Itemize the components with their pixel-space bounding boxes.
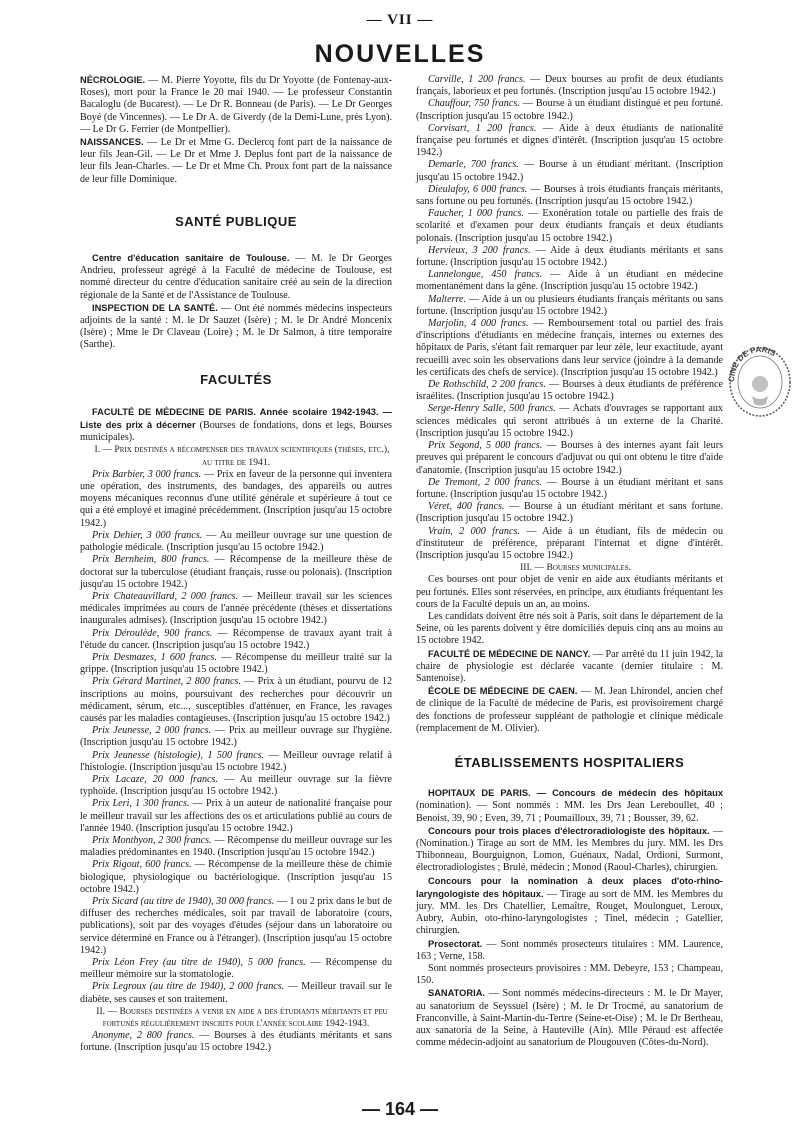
bourse-entry [416, 294, 723, 318]
bourse-entry-text: — Aide à un étudiant en médecine momentanément dans la gêne. (Inscription jusqu'au 15 octobre 1942.) [416, 269, 723, 293]
prize-entry-text: — Récompense de travaux ayant trait à l'étude du cancer. (Inscription jusqu'au 15 octobre 1942.) [80, 627, 392, 651]
bourse-entry-text: — Bourse à un étudiant méritant et sans fortune. (Inscription jusqu'au 15 octobre 1942.) [416, 501, 723, 525]
bourse-entry [416, 98, 723, 122]
municipales-paragraph-1: Ces bourses ont pour objet de venir en aide aux étudiants méritants et peu fortunés. Elles sont réservées, en principe, aux étudiants fréquentant les cours de la Faculté depuis un an, au moins. [416, 574, 723, 610]
right-column [416, 74, 723, 1049]
section-title-facultes: FACULTÉS [200, 371, 272, 387]
prize-entry-text: — Au meilleur ouvrage sur la fièvre typhoïde. (Inscription jusqu'au 15 octobre 1942.) [80, 773, 392, 798]
bourse-entry-name: Malterre. [428, 293, 467, 305]
prize-entry-text: — Prix au meilleur ouvrage sur l'hygiène. (Inscription jusqu'au 15 octobre 1942.) [80, 725, 393, 749]
prize-entry-text: — Récompense du meilleur traité sur la grippe. (Inscription jusqu'au 15 octobre 1942.) [80, 651, 392, 676]
bourse-entry [416, 74, 723, 98]
bourse-entry-name: Demarle, 700 francs. [428, 159, 519, 171]
footer-page-number: — 164 — [361, 1099, 439, 1119]
prize-entry-text: — Prix à un étudiant, pourvu de 12 inscriptions au moins, poursuivant des recherches pour découvrir un médicament, sérum, etc..., susceptibles d'atténuer, en France, les ravages causés par les maladies contagieuses. (Inscription jusqu'au 15 octobre 1942.) [80, 676, 392, 724]
naissances-label: NAISSANCES. [80, 137, 144, 148]
section-title-sante: SANTÉ PUBLIQUE [175, 213, 297, 229]
bourse-entry [416, 269, 723, 293]
centre-text: — M. le Dr Georges Andrieu, professeur agrégé à la Faculté de médecine de Toulouse, est nommé directeur du centre d'éducation sanitaire créé au sein de la direction régionale de la Santé et de l'Assistance de Toulouse. [80, 253, 392, 301]
bourse-entry-text: — Deux bourses au profit de deux étudiants français, laborieux et peu fortunés. (Inscription jusqu'au 15 octobre 1942.) [416, 74, 724, 98]
prize-entry-name: Prix Gérard Martinet, 2 800 francs. [92, 676, 241, 688]
prize-entry-name: Prix Déroulède, 900 francs. [92, 627, 213, 639]
nancy-paragraph [416, 648, 723, 686]
nancy-text: — Par arrêté du 11 juin 1942, la chaire de physiologie est déclarée vacante (dernier titulaire : M. Santenoise). [416, 648, 723, 684]
faculte-paris-label: FACULTÉ DE MÉDECINE DE PARIS. Année scolaire 1942-1943. [92, 406, 379, 417]
prize-entry-name: Prix Jeunesse, 2 000 francs. [92, 725, 212, 737]
bourse-entry-text: — Bourse à un étudiant méritant et sans fortune. (Inscription jusqu'au 15 octobre 1942.) [416, 476, 723, 500]
prosectorat-label: Prosectorat. [428, 938, 483, 949]
bourse-entry-text: — Bourse à un étudiant distingué et peu fortuné. (Inscription jusqu'au 15 octobre 1942.) [416, 98, 724, 122]
caen-paragraph [416, 685, 723, 735]
inspection-paragraph [80, 302, 392, 352]
prize-entry [80, 725, 392, 749]
prize-entry-name: Prix Desmazes, 1 600 francs. [92, 651, 217, 663]
prize-entry [80, 676, 392, 725]
electro-paragraph [416, 825, 723, 875]
prize-entry-name: Prix Legroux (au titre de 1940), 2 000 francs. [92, 981, 285, 993]
bourse-entry [416, 208, 723, 245]
liste-text: (Bourses de fondations, dons et legs, Bourses municipales). [80, 420, 392, 444]
bourse-entry-text: — Achats d'ouvrages se rapportant aux sciences médicales qui seront attribués à un externe de la Charité. (Inscription jusqu'au 15 octobre 1942.) [416, 403, 723, 439]
bourse-entry [416, 245, 723, 269]
hopitaux-label: HOPITAUX DE PARIS. [428, 788, 531, 799]
prizes-list [80, 469, 392, 1006]
prize-entry [80, 957, 392, 981]
hopitaux-text: (nomination). — Sont nommés : MM. les Drs Jean Lereboullet, 40 ; Benoist, 39, 90 ; Even, 39, 71 ; Poumailloux, 39, 71 ; Bousser, 39, 62. [416, 800, 723, 824]
prize-entry-name: Prix Leri, 1 300 francs. [92, 798, 190, 810]
bourse-entry [416, 526, 723, 563]
prize-entry [80, 652, 392, 676]
bourse-entry [416, 123, 723, 160]
bourse-entry [416, 403, 723, 440]
prize-entry-text: — 1 ou 2 prix dans le but de diffuser des recherches médicales, soit par travail de laboratoire (cours, publications), soit par des voyages d'études (séjour dans un laboratoire ou service déterminé en France ou à l'étranger). (Inscription jusqu'au 15 octobre 1942.) [80, 895, 392, 956]
faculte-paris-paragraph [80, 406, 392, 445]
sanatoria-text: — Sont nommés médecins-directeurs : M. le Dr Mayer, au sanatorium de Seyssuel (Isère) ; M. le Dr Trocmé, au sanatorium de Franconville, à Saint-Martin-du-Tertre (Seine-et-Oise) ; M. le Dr Bertheau, aux sanatoria de la Seine, à Hauteville (Ain). Mlle Péraud est affectée comme médecin-adjoint au sanatorium de Plougouven (Côtes-du-Nord). [416, 988, 723, 1049]
oto-label: Concours pour la nomination à deux places d'oto-rhino-laryngologiste des hôpitaux. [416, 875, 723, 899]
bourse-entry [416, 440, 723, 477]
prize-entry-text: — Récompense du meilleur mémoire sur la stomatologie. [80, 957, 392, 981]
prize-entry [80, 981, 392, 1005]
prize-entry-name: Prix Chateauvillard, 2 000 francs. [92, 590, 239, 602]
naissances-paragraph [80, 136, 392, 186]
prize-entry-name: Prix Lacaze, 20 000 francs. [92, 773, 218, 785]
prize-entry [80, 750, 392, 774]
prize-entry-name: Prix Sicard (au titre de 1940), 30 000 francs. [92, 895, 275, 907]
prize-entry-text: — Meilleur travail sur le diabète, ses causes et son traitement. [80, 981, 392, 1005]
bourse-entry [416, 501, 723, 525]
bourse-entry [416, 477, 723, 501]
prize-entry [80, 591, 392, 628]
prize-entry-text: — Récompense de la meilleure thèse de chimie biologique, physiologique ou bactériologique. (Inscription jusqu'au 15 octobre 1942.) [80, 859, 392, 895]
prize-entry [80, 859, 392, 896]
bourse-entry-text: — Bourses à deux étudiants de préférence israélites. (Inscription jusqu'au 15 octobre 1942.) [416, 379, 723, 403]
prize-entry [80, 530, 392, 554]
page-number: — VII — [366, 12, 434, 28]
naissances-text: — Le Dr et Mme G. Declercq font part de la naissance de leur fils Jean-Gil. — Le Dr et Mme J. Deplus font part de la naissance de leur fils Jean-Charles. — Le Dr et Mme Ch. Proux font part de la naissance de leur fille Dominique. [80, 137, 392, 185]
bourse-entry-name: Dieulafoy, 6 000 francs. [428, 183, 528, 195]
prosectorat-paragraph [416, 938, 723, 963]
prize-entry-text: — Au meilleur ouvrage sur une question de pathologie médicale. (Inscription jusqu'au 15 octobre 1942.) [80, 529, 393, 554]
bourse-entry-name: De Rothschild, 2 200 francs. [428, 379, 546, 391]
prize-entry-name: Prix Léon Frey (au titre de 1940), 5 000 francs. [92, 957, 306, 968]
section-two-heading: II. — Bourses destinées a venir en aide a des étudiants méritants et peu fortunés régulièrement inscrits pour l'année scolaire 1942-1943. [96, 1005, 388, 1030]
caen-label: ÉCOLE DE MÉDECINE DE CAEN. [428, 686, 578, 697]
sanatoria-label: SANATORIA. [428, 988, 485, 999]
prize-entry-text: — Prix à un auteur de nationalité française pour le meilleur travail sur les affections des os et articulations publié au cours de l'année 1940. (Inscription jusqu'au 15 octobre 1942.) [80, 798, 392, 834]
bourse-entry-name: Serge-Henry Salle, 500 francs. [428, 403, 556, 415]
bourse-entry [416, 318, 723, 379]
svg-text:CINE DE PARIS [727, 345, 778, 382]
necrologie-paragraph [80, 74, 392, 136]
oto-text: — Tirage au sort de MM. les Membres du jury. MM. les Drs Chatellier, Lemaître, Rouget, Moulonguet, Leroux, Aubry, Aubin, oto-rhino-laryngologistes ; Tinel, médecin ; Gatellier, chirurgien. [416, 888, 723, 937]
library-stamp [722, 340, 796, 420]
bourse-entry-name: Carville, 1 200 francs. [428, 74, 526, 85]
anonyme-text: — Bourses à des étudiants méritants et sans fortune. (Inscription jusqu'au 15 octobre 1942.) [80, 1030, 392, 1054]
prize-entry [80, 835, 392, 859]
prize-entry-name: Prix Bernheim, 800 francs. [92, 554, 210, 566]
bourse-entry-text: — Exonération totale ou partielle des frais de scolarité et d'examen pour deux étudiants français et deux étudiants polonais. (Inscription jusqu'au 15 octobre 1942.) [416, 208, 723, 244]
prize-entry-text: — Meilleur ouvrage relatif à l'histologie. (Inscription jusqu'au 15 octobre 1942.) [80, 749, 392, 773]
bourse-entry-name: De Tremont, 2 000 francs. [428, 476, 542, 488]
municipales-paragraph-2: Les candidats doivent être nés soit à Paris, soit dans le département de la Seine, où les parents doivent y être domiciliés depuis cinq ans au moins au 15 octobre 1942. [416, 610, 723, 647]
bourse-entry-text: — Bourses à trois étudiants français méritants, sans fortune ou peu fortunés. (Inscription jusqu'au 15 octobre 1942.) [416, 183, 723, 208]
bourse-entry-name: Véret, 400 francs. [428, 501, 505, 513]
bourse-entry-name: Chauffour, 750 francs. [428, 98, 520, 110]
page-headline: NOUVELLES [314, 40, 486, 68]
stamp-text: CINE DE PARIS [726, 344, 778, 383]
anonyme-paragraph [80, 1030, 392, 1054]
nancy-label: FACULTÉ DE MÉDECINE DE NANCY. [428, 648, 591, 659]
hopitaux-sub: — Concours de médecin des hôpitaux [530, 788, 723, 799]
left-column [80, 74, 392, 1055]
hopitaux-paragraph [416, 787, 723, 825]
bourse-entry-name: Hervieux, 3 200 francs. [428, 244, 531, 256]
prize-entry [80, 628, 392, 652]
bourse-entry [416, 159, 723, 183]
bourse-entry-text: — Aide à un étudiant, fils de médecin ou d'instituteur de préférence, préparant l'internat et digne d'intérêt. (Inscription jusqu'au 15 octobre 1942.) [416, 525, 723, 561]
prize-entry [80, 774, 392, 798]
prize-entry [80, 554, 392, 591]
bourse-entry-name: Vrain, 2 000 francs. [428, 525, 520, 537]
prosectorat-text: — Sont nommés prosecteurs titulaires : MM. Laurence, 163 ; Verne, 158. [416, 938, 723, 962]
inspection-label: INSPECTION DE LA SANTÉ. [92, 302, 218, 313]
electro-label: Concours pour trois places d'électroradiologiste des hôpitaux. [428, 825, 710, 836]
bourse-entry [416, 184, 723, 208]
prize-entry-text: — Meilleur travail sur les sciences médicales imprimées au cours de l'année précédente (thèses et dissertations inaugurales admises). (Inscription jusqu'au 15 octobre 1942.) [80, 590, 392, 627]
prize-entry-name: Prix Monthyon, 2 300 francs. [92, 834, 212, 846]
centre-label: Centre d'éducation sanitaire de Toulouse. [92, 253, 290, 264]
prize-entry [80, 798, 392, 835]
bourse-entry-text: — Aide à un ou plusieurs étudiants français méritants ou sans fortune. (Inscription jusqu'au 15 octobre 1942.) [416, 293, 723, 317]
bourse-entry-name: Faucher, 1 000 francs. [428, 208, 524, 220]
section-three-heading: III. — Bourses municipales. [520, 562, 631, 574]
section-one-heading: I. — Prix destinés a récompenser des travaux scientifiques (thèses, etc.), au titre de 1941. [94, 444, 390, 468]
bourse-entry-text: — Remboursement total ou partiel des frais d'inscriptions d'étudiants en médecine français, internes ou externes des hôpitaux de Paris, s'étant fait remarquer par leur zèle, leur exactitude, ayant recueilli avec soin les observations dans leur service (joindre à la demande les certificats des chefs de service). (Inscription jusqu'au 15 octobre 1942.) [416, 318, 723, 378]
caen-text: — M. Jean Lhirondel, ancien chef de clinique de la Faculté de médecine de Paris, est provisoirement chargé des fonctions de professeur suppléant de pathologie et clinique médicale (remplacement de M. Olivier). [416, 686, 724, 734]
prize-entry-name: Prix Dehier, 3 000 francs. [92, 529, 203, 541]
prize-entry-name: Prix Rigout, 600 francs. [92, 859, 192, 871]
bourse-entry-text: — Bourse à un étudiant méritant. (Inscription jusqu'au 15 octobre 1942.) [416, 159, 723, 183]
bourse-entry-text: — Aide à deux étudiants méritants et sans fortune. (Inscription jusqu'au 15 octobre 1942.) [416, 244, 723, 269]
oto-paragraph [416, 875, 723, 938]
prize-entry-text: — Récompense du meilleur ouvrage sur les maladies prédominantes en 1940. (Inscription jusqu'au 15 octobre 1942.) [80, 834, 392, 859]
prize-entry-name: Prix Jeunesse (histologie), 1 500 francs. [92, 749, 265, 761]
bourse-entry [416, 379, 723, 403]
liste-label: — Liste des prix à décerner [80, 406, 392, 431]
prize-entry-name: Prix Barbier, 3 000 francs. [92, 468, 202, 480]
prosecteurs-provisoires: Sont nommés prosecteurs provisoires : MM. Debeyre, 153 ; Champeau, 150. [416, 963, 723, 987]
centre-paragraph [80, 252, 392, 302]
inspection-text: — Ont été nommés médecins inspecteurs adjoints de la santé : M. le Dr Sauzet (Isère) ; M. le Dr André Moncenix (Isère) ; Mme le Dr Claveau (Loire) ; M. le Dr Salmon, à titre temporaire (Sarthe). [80, 302, 392, 351]
prize-entry [80, 896, 392, 957]
bourse-entry-text: — Aide à deux étudiants de nationalité française peu fortunés et dignes d'intérêt. (Inscription jusqu'au 15 octobre 1942.) [416, 122, 723, 159]
bourse-entry-name: Corvisart, 1 200 francs. [428, 122, 537, 134]
necrologie-label: NÉCROLOGIE. [80, 75, 146, 85]
prize-entry-text: — Récompense de la meilleure thèse de doctorat sur la tuberculose (étudiant français, russe ou polonais). (Inscription jusqu'au 15 octobre 1942.) [80, 554, 392, 590]
prize-entry-text: — Prix en faveur de la personne qui inventera une opération, des instruments, des bandages, des appareils ou autres moyens mécaniques reconnus d'une utilité générale et supérieure à tout ce qui a été employé et imaginé précédemment. (Inscription jusqu'au 15 octobre 1942.) [80, 468, 392, 529]
sanatoria-paragraph [416, 987, 723, 1049]
bourses-list [416, 74, 723, 562]
necrologie-text: — M. Pierre Yoyotte, fils du Dr Yoyotte (de Fontenay-aux-Roses), mort pour la France le 20 mai 1940. — Le professeur Constantin Bacaloglu (de Bucarest). — Le Dr R. Bonneau (de Paris). — Le Dr Georges Boyé (de Vincennes). — Le Dr A. de Giverdy (de la Demi-Lune, près Lyon). — Le Dr G. Ferrier (de Montpellier). [80, 75, 392, 135]
bourse-entry-name: Prix Segond, 5 000 francs. [428, 440, 543, 452]
bourse-entry-name: Lannelongue, 450 francs. [428, 269, 543, 281]
electro-text: — (Nomination.) Tirage au sort de MM. les Membres du jury. MM. les Drs Thibonneau, Bourguignon, Lomon, Guénaux, Nadal, Ordioni, Surmont, électroradiologistes ; Brulé, médecin ; Monod (Raoul-Charles), chirurgien. [416, 825, 723, 874]
anonyme-name: Anonyme, 2 800 francs. [92, 1030, 195, 1042]
prize-entry [80, 469, 392, 530]
bourse-entry-name: Marjolin, 4 000 francs. [428, 318, 529, 330]
bourse-entry-text: — Bourses à des internes ayant fait leurs preuves qui préparent le concours d'adjuvat ou qui ont obtenu le titre d'aide d'anatomie. (Inscription jusqu'au 15 octobre 1942.) [416, 440, 724, 476]
section-title-etablissements: ÉTABLISSEMENTS HOSPITALIERS [454, 754, 685, 770]
